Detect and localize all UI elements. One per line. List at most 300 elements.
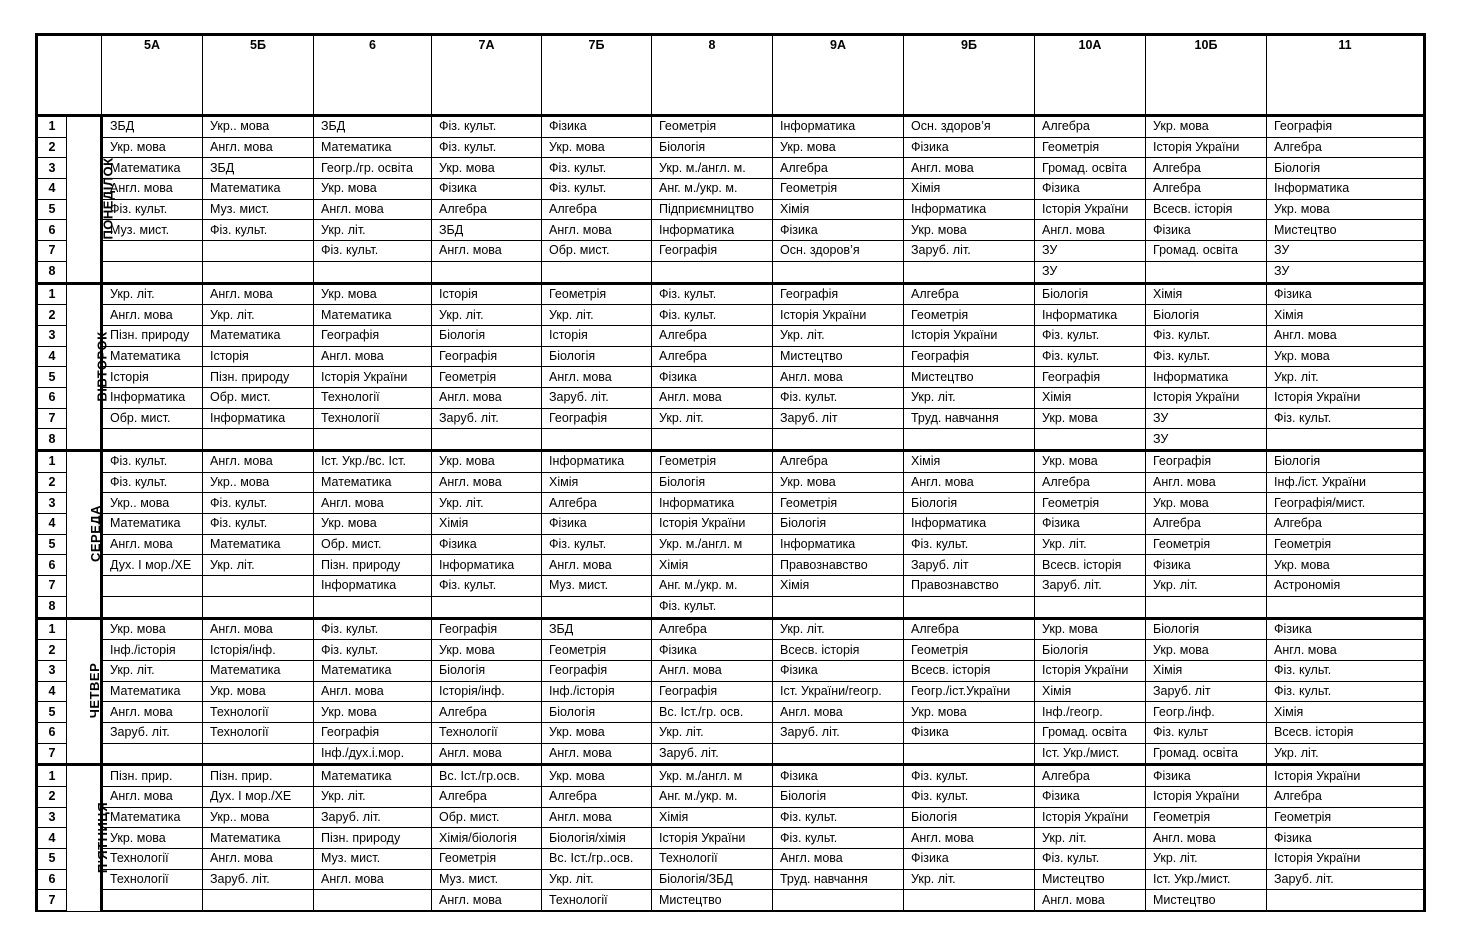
- lesson-row: [37, 493, 1425, 514]
- subject-cell: Укр.. мова: [203, 116, 314, 138]
- subject-cell: Біологія: [542, 346, 652, 367]
- subject-cell: Технології: [432, 722, 542, 743]
- subject-cell: Іст. Укр./мист.: [1146, 869, 1267, 890]
- subject-cell: Англ. мова: [102, 787, 203, 808]
- class-header: 5А: [102, 35, 203, 116]
- subject-cell: Технології: [652, 849, 773, 870]
- subject-cell: Алгебра: [904, 283, 1035, 305]
- subject-cell: Технології: [102, 869, 203, 890]
- subject-cell: Осн. здоров’я: [773, 241, 904, 262]
- subject-cell: [203, 261, 314, 283]
- subject-cell: Муз. мист.: [542, 576, 652, 597]
- subject-cell: Історія України: [1035, 660, 1146, 681]
- subject-cell: Історія України: [1146, 387, 1267, 408]
- day-name: ЧЕТВЕР: [87, 663, 103, 719]
- subject-cell: Фіз. культ.: [314, 618, 432, 640]
- subject-cell: Укр. літ.: [652, 408, 773, 429]
- subject-cell: Біологія: [432, 325, 542, 346]
- lesson-row: [37, 220, 1425, 241]
- subject-cell: ЗУ: [1267, 261, 1425, 283]
- subject-cell: Фізика: [773, 220, 904, 241]
- subject-cell: Біологія: [904, 807, 1035, 828]
- subject-cell: [1267, 429, 1425, 451]
- subject-cell: Обр. мист.: [203, 387, 314, 408]
- subject-cell: Укр. літ.: [102, 660, 203, 681]
- subject-cell: Хімія: [542, 472, 652, 493]
- subject-cell: Укр. літ.: [314, 220, 432, 241]
- subject-cell: Громад. освіта: [1035, 722, 1146, 743]
- subject-cell: Біологія: [904, 493, 1035, 514]
- subject-cell: Громад. освіта: [1146, 241, 1267, 262]
- corner-cell: [37, 35, 102, 116]
- subject-cell: Вс. Іст./гр. осв.: [652, 702, 773, 723]
- subject-cell: Географія: [314, 325, 432, 346]
- subject-cell: Математика: [314, 305, 432, 326]
- subject-cell: Дух. І мор./ХЕ: [203, 787, 314, 808]
- lesson-number: 4: [37, 681, 67, 702]
- subject-cell: Укр. м./англ. м: [652, 765, 773, 787]
- lesson-row: [37, 534, 1425, 555]
- subject-cell: Укр. мова: [904, 702, 1035, 723]
- subject-cell: [542, 596, 652, 618]
- subject-cell: Хімія: [773, 199, 904, 220]
- subject-cell: Правознавство: [773, 555, 904, 576]
- subject-cell: [773, 261, 904, 283]
- lesson-row: [37, 408, 1425, 429]
- subject-cell: Біологія: [652, 137, 773, 158]
- subject-cell: [904, 890, 1035, 911]
- subject-cell: Історія України: [652, 828, 773, 849]
- subject-cell: Фізика: [904, 849, 1035, 870]
- subject-cell: Геометрія: [542, 283, 652, 305]
- subject-cell: Обр. мист.: [314, 534, 432, 555]
- class-header: 8: [652, 35, 773, 116]
- subject-cell: Укр. літ.: [773, 325, 904, 346]
- lesson-row: [37, 305, 1425, 326]
- lesson-number: 3: [37, 660, 67, 681]
- subject-cell: Фізика: [1146, 555, 1267, 576]
- subject-cell: Географія: [904, 346, 1035, 367]
- subject-cell: Англ. мова: [102, 179, 203, 200]
- subject-cell: Історія: [432, 283, 542, 305]
- subject-cell: Англ. мова: [203, 618, 314, 640]
- subject-cell: Історія України: [1146, 787, 1267, 808]
- subject-cell: Біологія: [773, 514, 904, 535]
- subject-cell: [203, 241, 314, 262]
- subject-cell: [1035, 429, 1146, 451]
- subject-cell: Укр. літ.: [1035, 534, 1146, 555]
- subject-cell: [102, 890, 203, 911]
- subject-cell: Укр.. мова: [203, 807, 314, 828]
- subject-cell: Громад. освіта: [1035, 158, 1146, 179]
- class-header: 7А: [432, 35, 542, 116]
- subject-cell: Алгебра: [542, 493, 652, 514]
- subject-cell: Заруб. літ.: [102, 722, 203, 743]
- lesson-number: 5: [37, 367, 67, 388]
- subject-cell: Географія: [542, 408, 652, 429]
- subject-cell: [1267, 890, 1425, 911]
- subject-cell: Географія: [773, 283, 904, 305]
- subject-cell: Фіз. культ.: [432, 137, 542, 158]
- subject-cell: Пізн. прир.: [203, 765, 314, 787]
- subject-cell: Фізика: [542, 514, 652, 535]
- subject-cell: Фіз. культ.: [773, 828, 904, 849]
- subject-cell: Алгебра: [1267, 514, 1425, 535]
- subject-cell: Англ. мова: [432, 890, 542, 911]
- subject-cell: Геогр./іст.України: [904, 681, 1035, 702]
- lesson-number: 6: [37, 722, 67, 743]
- subject-cell: Геометрія: [652, 116, 773, 138]
- subject-cell: Географія: [542, 660, 652, 681]
- subject-cell: Фіз. культ.: [904, 534, 1035, 555]
- lesson-number: 6: [37, 387, 67, 408]
- class-header: 7Б: [542, 35, 652, 116]
- subject-cell: Англ. мова: [203, 283, 314, 305]
- subject-cell: Фіз. культ.: [773, 807, 904, 828]
- subject-cell: Інформатика: [542, 451, 652, 473]
- subject-cell: Історія/інф.: [432, 681, 542, 702]
- subject-cell: [773, 743, 904, 765]
- subject-cell: Муз. мист.: [314, 849, 432, 870]
- subject-cell: Заруб. літ.: [314, 807, 432, 828]
- subject-cell: [1146, 261, 1267, 283]
- subject-cell: Фіз. культ.: [1146, 325, 1267, 346]
- subject-cell: Дух. І мор./ХЕ: [102, 555, 203, 576]
- subject-cell: Укр. мова: [1035, 408, 1146, 429]
- subject-cell: Математика: [314, 472, 432, 493]
- subject-cell: Фізика: [773, 765, 904, 787]
- lesson-row: [37, 472, 1425, 493]
- subject-cell: Фізика: [1146, 765, 1267, 787]
- subject-cell: Укр. мова: [773, 472, 904, 493]
- subject-cell: Всесв. історія: [904, 660, 1035, 681]
- subject-cell: Труд. навчання: [904, 408, 1035, 429]
- subject-cell: Фізика: [1267, 828, 1425, 849]
- subject-cell: Фізика: [1146, 220, 1267, 241]
- subject-cell: [652, 429, 773, 451]
- lesson-number: 1: [37, 283, 67, 305]
- subject-cell: Хімія: [1035, 387, 1146, 408]
- subject-cell: Укр. мова: [904, 220, 1035, 241]
- subject-cell: Фізика: [1035, 787, 1146, 808]
- subject-cell: Правознавство: [904, 576, 1035, 597]
- subject-cell: Історія України: [773, 305, 904, 326]
- subject-cell: Математика: [203, 325, 314, 346]
- subject-cell: [773, 596, 904, 618]
- subject-cell: [904, 429, 1035, 451]
- subject-cell: Заруб. літ: [773, 408, 904, 429]
- subject-cell: Мистецтво: [773, 346, 904, 367]
- subject-cell: Укр. мова: [314, 179, 432, 200]
- subject-cell: Алгебра: [432, 702, 542, 723]
- subject-cell: Фіз. культ.: [203, 514, 314, 535]
- class-header: 11: [1267, 35, 1425, 116]
- lesson-row: [37, 158, 1425, 179]
- subject-cell: Фіз. культ.: [1267, 660, 1425, 681]
- subject-cell: Історія України: [1267, 849, 1425, 870]
- subject-cell: Інф./історія: [102, 640, 203, 661]
- subject-cell: Укр. літ.: [1267, 367, 1425, 388]
- lesson-row: [37, 828, 1425, 849]
- lesson-number: 2: [37, 472, 67, 493]
- subject-cell: Заруб. літ.: [542, 387, 652, 408]
- subject-cell: Біологія: [542, 702, 652, 723]
- lesson-row: [37, 890, 1425, 911]
- subject-cell: Історія: [542, 325, 652, 346]
- subject-cell: Інформатика: [102, 387, 203, 408]
- subject-cell: Інформатика: [773, 534, 904, 555]
- subject-cell: Фіз. культ.: [1267, 681, 1425, 702]
- subject-cell: [102, 743, 203, 765]
- subject-cell: Муз. мист.: [203, 199, 314, 220]
- subject-cell: Технології: [314, 387, 432, 408]
- subject-cell: Алгебра: [1146, 179, 1267, 200]
- subject-cell: Математика: [102, 807, 203, 828]
- subject-cell: Інформатика: [203, 408, 314, 429]
- subject-cell: Вс. Іст./гр..осв.: [542, 849, 652, 870]
- subject-cell: Фіз. культ.: [652, 596, 773, 618]
- lesson-number: 3: [37, 158, 67, 179]
- lesson-row: [37, 869, 1425, 890]
- subject-cell: Фізика: [773, 660, 904, 681]
- subject-cell: Укр. літ.: [432, 493, 542, 514]
- subject-cell: Англ. мова: [773, 849, 904, 870]
- lesson-number: 3: [37, 493, 67, 514]
- subject-cell: Укр. літ.: [773, 618, 904, 640]
- lesson-number: 7: [37, 241, 67, 262]
- subject-cell: Біологія: [1267, 158, 1425, 179]
- lesson-row: [37, 199, 1425, 220]
- lesson-number: 7: [37, 576, 67, 597]
- lesson-row: [37, 640, 1425, 661]
- subject-cell: Англ. мова: [432, 472, 542, 493]
- subject-cell: Англ. мова: [314, 869, 432, 890]
- timetable-body: [37, 116, 1425, 912]
- subject-cell: Математика: [203, 660, 314, 681]
- subject-cell: Англ. мова: [773, 367, 904, 388]
- subject-cell: Англ. мова: [1146, 828, 1267, 849]
- subject-cell: [773, 429, 904, 451]
- subject-cell: Фіз. культ.: [1035, 325, 1146, 346]
- subject-cell: ЗУ: [1035, 261, 1146, 283]
- subject-cell: Алгебра: [1146, 514, 1267, 535]
- lesson-number: 1: [37, 618, 67, 640]
- subject-cell: [432, 596, 542, 618]
- subject-cell: Осн. здоров’я: [904, 116, 1035, 138]
- subject-cell: Муз. мист.: [432, 869, 542, 890]
- subject-cell: Геогр./інф.: [1146, 702, 1267, 723]
- class-header: 9Б: [904, 35, 1035, 116]
- subject-cell: [904, 596, 1035, 618]
- lesson-number: 4: [37, 179, 67, 200]
- subject-cell: Укр. мова: [314, 283, 432, 305]
- subject-cell: Заруб. літ.: [773, 722, 904, 743]
- lesson-row: [37, 241, 1425, 262]
- subject-cell: Фіз. культ.: [904, 765, 1035, 787]
- subject-cell: Математика: [102, 514, 203, 535]
- subject-cell: Біологія/ЗБД: [652, 869, 773, 890]
- subject-cell: Алгебра: [542, 787, 652, 808]
- subject-cell: Фіз. культ.: [773, 387, 904, 408]
- subject-cell: Англ. мова: [314, 681, 432, 702]
- class-header: 10Б: [1146, 35, 1267, 116]
- subject-cell: [203, 576, 314, 597]
- subject-cell: Англ. мова: [542, 743, 652, 765]
- subject-cell: Укр. мова: [102, 137, 203, 158]
- subject-cell: Заруб. літ: [1146, 681, 1267, 702]
- subject-cell: Алгебра: [904, 618, 1035, 640]
- subject-cell: Укр. мова: [203, 681, 314, 702]
- subject-cell: Обр. мист.: [432, 807, 542, 828]
- subject-cell: Хімія: [904, 451, 1035, 473]
- subject-cell: Географія: [314, 722, 432, 743]
- subject-cell: Англ. мова: [904, 472, 1035, 493]
- day-label-cell: [67, 618, 102, 765]
- subject-cell: Англ. мова: [314, 493, 432, 514]
- subject-cell: Геометрія: [773, 493, 904, 514]
- subject-cell: Історія України: [1035, 807, 1146, 828]
- subject-cell: Географія: [432, 618, 542, 640]
- lesson-number: 5: [37, 702, 67, 723]
- subject-cell: Фіз. культ.: [102, 451, 203, 473]
- subject-cell: Інформатика: [652, 220, 773, 241]
- subject-cell: Укр. мова: [542, 765, 652, 787]
- subject-cell: Фізика: [904, 722, 1035, 743]
- lesson-number: 8: [37, 596, 67, 618]
- subject-cell: Укр. мова: [542, 137, 652, 158]
- subject-cell: Англ. мова: [652, 660, 773, 681]
- subject-cell: Математика: [314, 765, 432, 787]
- subject-cell: Фіз. культ.: [314, 241, 432, 262]
- subject-cell: Інформатика: [432, 555, 542, 576]
- subject-cell: Фіз. культ.: [652, 283, 773, 305]
- timetable: [35, 33, 1426, 912]
- subject-cell: Астрономія: [1267, 576, 1425, 597]
- lesson-row: [37, 702, 1425, 723]
- class-header: 6: [314, 35, 432, 116]
- subject-cell: Хімія: [652, 807, 773, 828]
- lesson-number: 8: [37, 429, 67, 451]
- subject-cell: Укр. мова: [432, 451, 542, 473]
- lesson-row: [37, 618, 1425, 640]
- subject-cell: [203, 596, 314, 618]
- subject-cell: Географія/мист.: [1267, 493, 1425, 514]
- subject-cell: Геометрія: [1267, 807, 1425, 828]
- subject-cell: Біологія: [1267, 451, 1425, 473]
- subject-cell: Всесв. історія: [1146, 199, 1267, 220]
- subject-cell: Заруб. літ.: [203, 869, 314, 890]
- subject-cell: Анг. м./укр. м.: [652, 787, 773, 808]
- subject-cell: Алгебра: [1035, 472, 1146, 493]
- subject-cell: Геометрія: [1267, 534, 1425, 555]
- day-label-cell: [67, 116, 116, 284]
- subject-cell: ЗБД: [542, 618, 652, 640]
- lesson-number: 3: [37, 807, 67, 828]
- subject-cell: [542, 429, 652, 451]
- class-header-row: [37, 35, 1425, 116]
- subject-cell: Мистецтво: [1146, 890, 1267, 911]
- class-header: 5Б: [203, 35, 314, 116]
- subject-cell: Історія України: [314, 367, 432, 388]
- lesson-number: 4: [37, 514, 67, 535]
- subject-cell: Фізика: [432, 179, 542, 200]
- subject-cell: Укр. мова: [1267, 555, 1425, 576]
- subject-cell: Інформатика: [1146, 367, 1267, 388]
- subject-cell: Англ. мова: [432, 387, 542, 408]
- subject-cell: Заруб. літ.: [432, 408, 542, 429]
- subject-cell: Англ. мова: [102, 702, 203, 723]
- subject-cell: Мистецтво: [904, 367, 1035, 388]
- subject-cell: Укр. мова: [102, 618, 203, 640]
- subject-cell: Геометрія: [652, 451, 773, 473]
- subject-cell: Фізика: [432, 534, 542, 555]
- subject-cell: Англ. мова: [1267, 325, 1425, 346]
- day-name: СЕРЕДА: [88, 505, 104, 563]
- subject-cell: Укр. літ.: [102, 283, 203, 305]
- subject-cell: Фіз. культ.: [1035, 346, 1146, 367]
- lesson-number: 6: [37, 220, 67, 241]
- lesson-row: [37, 765, 1425, 787]
- subject-cell: Алгебра: [1035, 765, 1146, 787]
- subject-cell: Алгебра: [1035, 116, 1146, 138]
- subject-cell: Англ. мова: [1267, 640, 1425, 661]
- subject-cell: Геометрія: [773, 179, 904, 200]
- subject-cell: Алгебра: [432, 199, 542, 220]
- subject-cell: Хімія: [1267, 305, 1425, 326]
- subject-cell: ЗУ: [1146, 408, 1267, 429]
- subject-cell: Технології: [203, 702, 314, 723]
- subject-cell: Фіз. культ.: [102, 472, 203, 493]
- day-label-cell: [67, 765, 111, 911]
- subject-cell: Англ. мова: [1035, 890, 1146, 911]
- subject-cell: Біологія: [432, 660, 542, 681]
- subject-cell: Пізн. природу: [102, 325, 203, 346]
- subject-cell: Математика: [102, 681, 203, 702]
- subject-cell: Геометрія: [432, 367, 542, 388]
- lesson-number: 4: [37, 828, 67, 849]
- day-label-cell: [67, 451, 102, 619]
- subject-cell: Іст. Укр./вс. Іст.: [314, 451, 432, 473]
- lesson-number: 2: [37, 640, 67, 661]
- subject-cell: Алгебра: [652, 618, 773, 640]
- subject-cell: Англ. мова: [652, 387, 773, 408]
- subject-cell: Історія України: [1035, 199, 1146, 220]
- subject-cell: Укр. літ.: [1146, 576, 1267, 597]
- subject-cell: Англ. мова: [102, 534, 203, 555]
- subject-cell: ЗБД: [314, 116, 432, 138]
- subject-cell: Укр. мова: [1267, 199, 1425, 220]
- lesson-row: [37, 429, 1425, 451]
- subject-cell: Інформатика: [314, 576, 432, 597]
- subject-cell: Математика: [203, 179, 314, 200]
- subject-cell: Мистецтво: [652, 890, 773, 911]
- subject-cell: [904, 743, 1035, 765]
- subject-cell: [314, 890, 432, 911]
- subject-cell: ЗУ: [1267, 241, 1425, 262]
- subject-cell: Фіз. культ.: [542, 158, 652, 179]
- subject-cell: Технології: [203, 722, 314, 743]
- subject-cell: Алгебра: [432, 787, 542, 808]
- subject-cell: Всесв. історія: [1267, 722, 1425, 743]
- subject-cell: Географія: [432, 346, 542, 367]
- subject-cell: Математика: [203, 828, 314, 849]
- subject-cell: [314, 429, 432, 451]
- subject-cell: Укр. літ.: [1267, 743, 1425, 765]
- subject-cell: Обр. мист.: [102, 408, 203, 429]
- subject-cell: [904, 261, 1035, 283]
- subject-cell: Хімія: [1146, 283, 1267, 305]
- subject-cell: Мистецтво: [1035, 869, 1146, 890]
